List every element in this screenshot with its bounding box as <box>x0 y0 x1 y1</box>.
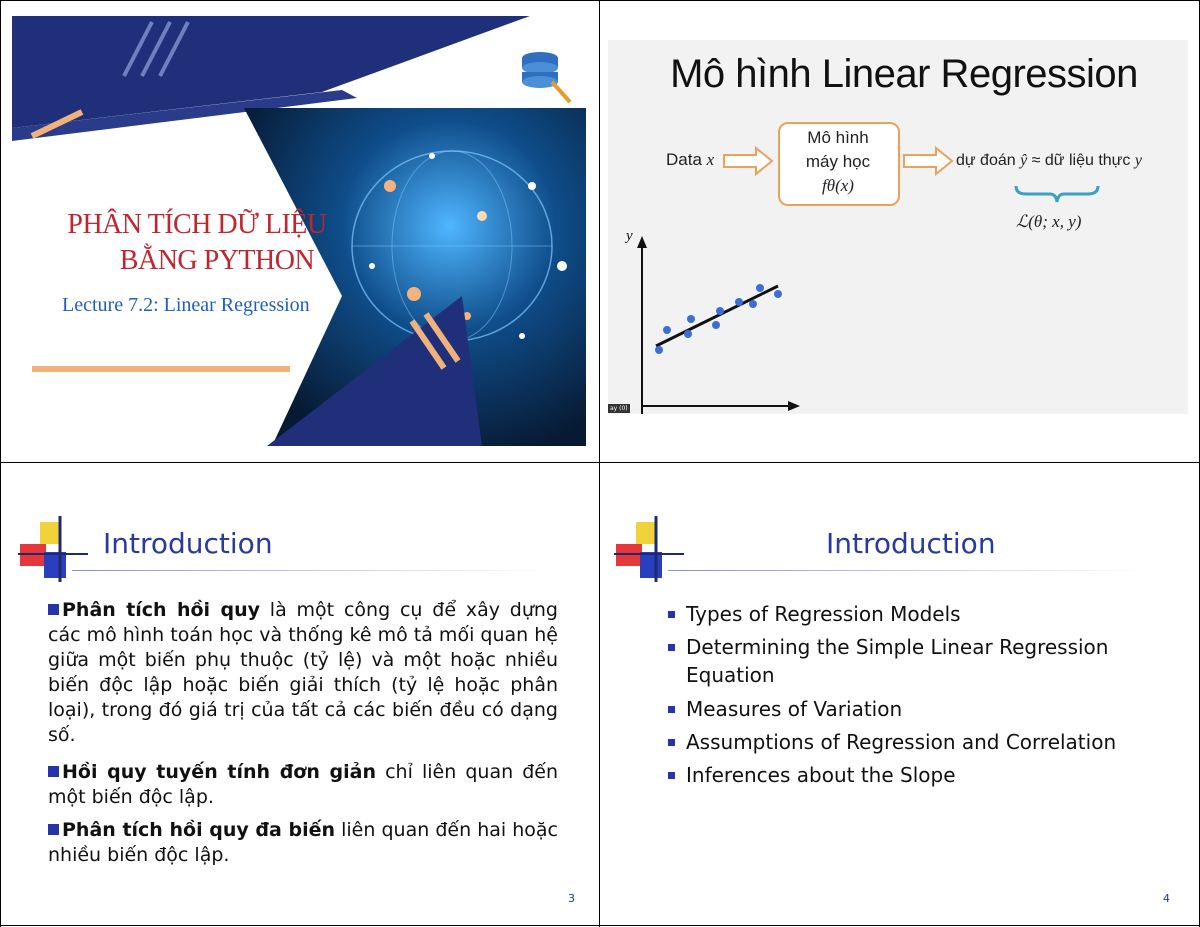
data-label: Data x <box>666 150 715 169</box>
grid-border-bottom <box>0 925 1200 926</box>
slide-4-bullet-1: Types of Regression Models <box>668 600 1148 628</box>
bullet-icon <box>668 772 675 779</box>
grid-border-top <box>0 0 1200 1</box>
model-box-line2: máy học <box>805 152 871 171</box>
scatter-plot <box>608 228 808 418</box>
slide-4-bullet-4: Assumptions of Regression and Correlation <box>668 728 1148 756</box>
loss-function: ℒ(θ; x, y) <box>1016 212 1082 231</box>
bullet-icon <box>668 644 675 651</box>
slide-2-title: Mô hình Linear Regression <box>670 52 1138 96</box>
y-axis-label: y <box>626 228 633 244</box>
slide-4-title-underline <box>668 570 1148 571</box>
slide-4-title: Introduction <box>826 527 996 560</box>
grid-divider-horizontal <box>0 462 1200 463</box>
bullet-icon <box>668 739 675 746</box>
slide-4-logo <box>614 514 684 584</box>
arrow-right <box>902 146 954 176</box>
data-var: x <box>706 150 715 169</box>
slide-1-title-line1: PHÂN TÍCH DỮ LIỆU <box>67 209 327 240</box>
slide-4-bullet-2: Determining the Simple Linear Regression Equation <box>668 633 1148 689</box>
grid-divider-vertical <box>599 0 600 927</box>
database-icon <box>512 42 574 102</box>
slide-3-title-underline <box>72 570 552 571</box>
slide-3-title: Introduction <box>103 527 273 560</box>
slide-3-page-number: 3 <box>568 892 575 905</box>
slide-4-bullet-3: Measures of Variation <box>668 695 1148 723</box>
arrow-left <box>722 146 774 176</box>
slide-4-page-number: 4 <box>1163 892 1170 905</box>
bullet-icon <box>668 706 675 713</box>
slide-3-paragraph-3: Phân tích hồi quy đa biến liên quan đến hai hoặc nhiều biến độc lập. <box>48 819 558 866</box>
slide-3-paragraph-2: Hồi quy tuyến tính đơn giản chỉ liên quan đến một biến độc lập. <box>48 761 559 808</box>
loss-brace <box>1012 184 1102 204</box>
square-bullet-icon <box>48 824 59 835</box>
accent-bar <box>32 366 290 372</box>
slide-1 <box>12 16 586 454</box>
slide-3-paragraph-1: Phân tích hồi quy là một công cụ để xây dựng các mô hình toán học và thống kê mô tả mối quan hệ giữa một biến phụ thuộc (tỷ lệ) và một hoặc nhiều biến độc lập hoặc biến giải thích (tỷ lệ hoặc phân loại), trong đó giá trị của tất cả các biến đều có dạng số. <box>48 599 558 746</box>
square-bullet-icon <box>48 766 59 777</box>
corner-tag: ay (0) <box>610 405 628 412</box>
slide-1-title-line2: BẰNG PYTHON <box>119 245 315 276</box>
slide-3-logo <box>18 514 88 584</box>
bullet-icon <box>668 611 675 618</box>
square-bullet-icon <box>48 604 59 615</box>
slide-1-subtitle: Lecture 7.2: Linear Regression <box>62 294 310 316</box>
slide-4-bullet-5: Inferences about the Slope <box>668 761 1148 789</box>
prediction-text: dự đoán ŷ ≈ dữ liệu thực y <box>956 152 1142 169</box>
model-box-line3: fθ(x) <box>822 176 854 195</box>
grid-border-left <box>0 0 1 927</box>
model-box-line1: Mô hình <box>807 128 869 147</box>
